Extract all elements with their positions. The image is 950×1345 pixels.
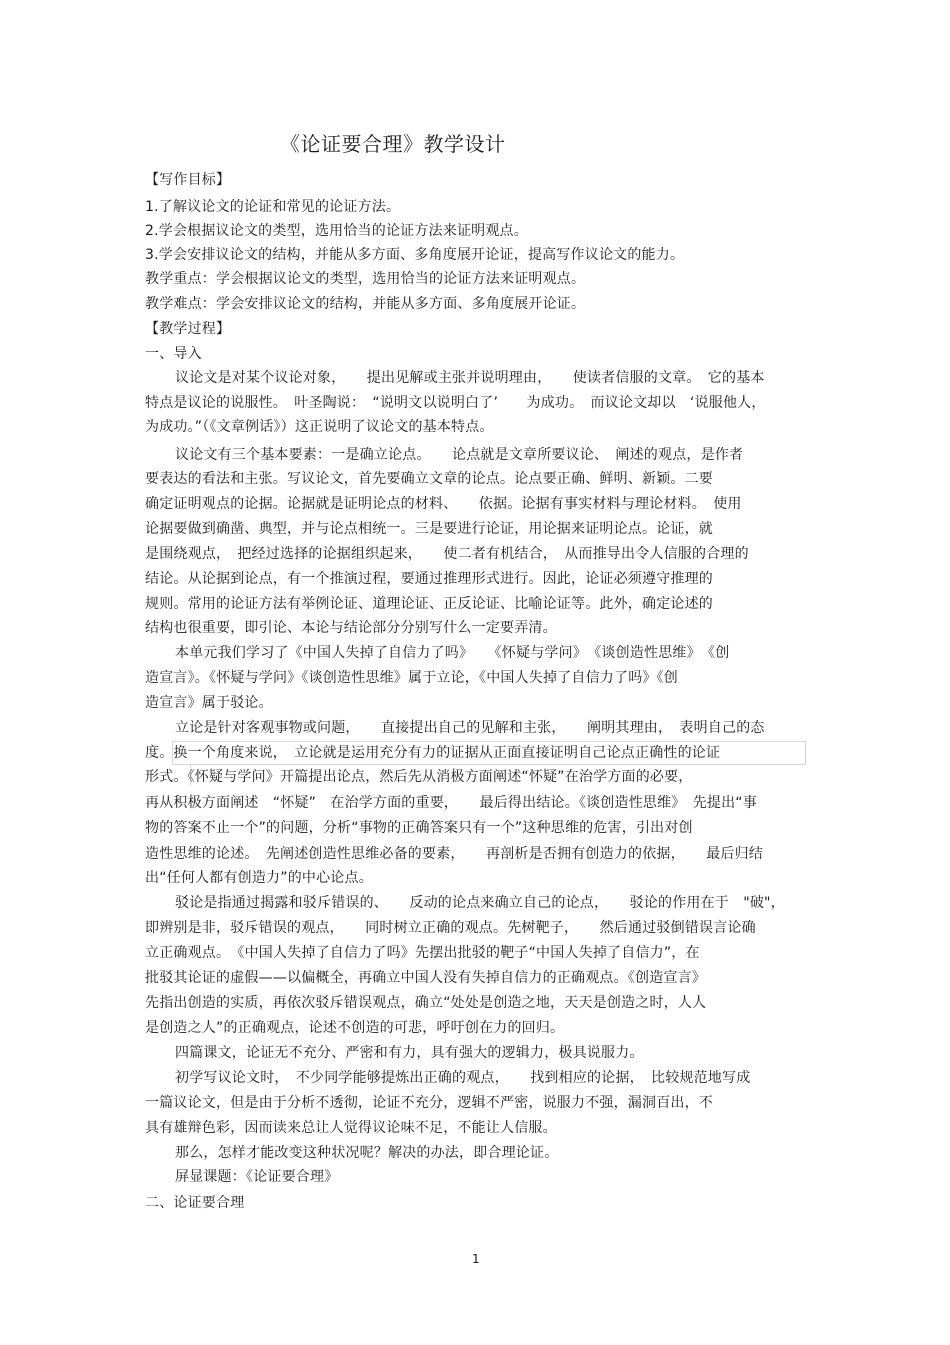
text-line: 驳论是指通过揭露和驳斥错误的、 反动的论点来确立自己的论点， 驳论的作用在于 "破"， xyxy=(175,895,785,911)
text-line: 是创造之人”的正确观点，论述不创造的可悲，呼吁创在力的回归。 xyxy=(145,1020,565,1036)
text-line: 形式。《怀疑与学问》开篇提出论点，然后先从消极方面阐述“怀疑”在治学方面的必要， xyxy=(145,769,693,785)
text-line: 议论文有三个基本要素：一是确立论点。 论点就是文章所要议论、 阐述的观点，是作者 xyxy=(175,447,744,463)
text-line: 批驳其论证的虚假——以偏概全，再确立中国人没有失掉自信力的正确观点。《创造宣言》 xyxy=(145,970,706,986)
text-line: 四篇课文，论证无不充分、严密和有力，具有强大的逻辑力，极具说服力。 xyxy=(175,1045,644,1061)
section-heading: 二、论证要合理 xyxy=(145,1195,245,1211)
text-line: 议论文是对某个议论对象， 提出见解或主张并说明理由， 使读者信服的文章。 它的基本 xyxy=(175,370,765,386)
document-title: 《论证要合理》教学设计 xyxy=(280,132,506,156)
text-line: 出“任何人都有创造力”的中心论点。 xyxy=(145,870,373,886)
section-heading: 一、导入 xyxy=(145,346,202,362)
text-line: 本单元我们学习了《中国人失掉了自信力了吗》 《怀疑与学问》 《谈创造性思维》 《创 xyxy=(175,645,730,661)
text-line: 度。换一个角度来说， 立论就是运用充分有力的证据从正面直接证明自己论点正确性的论证 xyxy=(145,745,721,761)
text-line: 一篇议论文，但是由于分析不透彻，论证不充分，逻辑不严密，说服力不强，漏洞百出，不 xyxy=(145,1095,713,1111)
text-line: 即辨别是非，驳斥错误的观点， 同时树立正确的观点。先树靶子， 然后通过驳倒错误言论确 xyxy=(145,920,756,936)
text-line: 初学写议论文时， 不少同学能够提炼出正确的观点， 找到相应的论据， 比较规范地写成 xyxy=(175,1070,751,1086)
text-line: 要表达的看法和主张。写议论文，首先要确立文章的论点。论点要正确、鲜明、新颖。二要 xyxy=(145,471,713,487)
text-line: 为成功。”（《文章例话》）这正说明了议论文的基本特点。 xyxy=(145,419,494,435)
text-line: 是围绕观点， 把经过选择的论据组织起来， 使二者有机结合， 从而推导出令人信服的合理的 xyxy=(145,546,749,562)
text-line: 论据要做到确凿、典型，并与论点相统一。三是要进行论证，用论据来证明论点。论证，就 xyxy=(145,521,713,537)
text-line: 结构也很重要，即引论、本论与结论部分分别写什么一定要弄清。 xyxy=(145,620,557,636)
page-number: 1 xyxy=(472,1252,480,1266)
text-line: 教学难点：学会安排议论文的结构，并能从多方面、多角度展开论证。 xyxy=(145,296,586,312)
text-line: 结论。从论据到论点，有一个推演过程，要通过推理形式进行。因此，论证必须遵守推理的 xyxy=(145,571,713,587)
text-line: 2.学会根据议论文的类型，选用恰当的论证方法来证明观点。 xyxy=(145,223,528,239)
text-line: 造性思维的论述。 先阐述创造性思维必备的要素， 再剖析是否拥有创造力的依据， 最后归结 xyxy=(145,846,763,862)
text-line: 先指出创造的实质，再依次驳斥错误观点，确立“处处是创造之地，天天是创造之时，人人 xyxy=(145,995,707,1011)
text-line: 具有雄辩色彩，因而读来总让人觉得议论味不足，不能让人信服。 xyxy=(145,1120,557,1136)
text-line: 1.了解议论文的论证和常见的论证方法。 xyxy=(145,199,401,215)
text-line: 立正确观点。 《中国人失掉了自信力了吗》先摆出批驳的靶子“中国人失掉了自信力”，在 xyxy=(145,945,700,961)
text-line: 造宣言》属于驳论。 xyxy=(145,695,273,711)
text-line: 教学重点：学会根据议论文的类型，选用恰当的论证方法来证明观点。 xyxy=(145,271,586,287)
text-line: 屏显课题：《论证要合理》 xyxy=(175,1169,339,1185)
text-line: 再从积极方面阐述 “怀疑” 在治学方面的重要， 最后得出结论。《谈创造性思维》 先提出“事 xyxy=(145,795,757,811)
text-line: 物的答案不止一个”的问题，分析“事物的正确答案只有一个”这种思维的危害，引出对创 xyxy=(145,820,693,836)
text-line: 3.学会安排议论文的结构，并能从多方面、多角度展开论证，提高写作议论文的能力。 xyxy=(145,247,685,263)
text-line: 规则。常用的论证方法有举例论证、道理论证、正反论证、比喻论证等。此外，确定论述的 xyxy=(145,596,713,612)
text-line: 确定证明观点的论据。论据就是证明论点的材料、 依据。论据有事实材料与理论材料。 使用 xyxy=(145,496,742,512)
text-line: 造宣言》。《怀疑与学问》《谈创造性思维》属于立论，《中国人失掉了自信力了吗》《创 xyxy=(145,670,678,686)
section-heading: 【教学过程】 xyxy=(145,321,231,337)
section-heading: 【写作目标】 xyxy=(145,172,231,188)
text-line: 那么，怎样才能改变这种状况呢？解决的办法，即合理论证。 xyxy=(175,1145,559,1161)
text-line: 立论是针对客观事物或问题， 直接提出自己的见解和主张， 阐明其理由， 表明自己的态 xyxy=(175,720,765,736)
text-line: 特点是议论的说服性。 叶圣陶说： “说明文以说明白了’ 为成功。 而议论文却以 ‘说服他人， xyxy=(145,395,766,411)
